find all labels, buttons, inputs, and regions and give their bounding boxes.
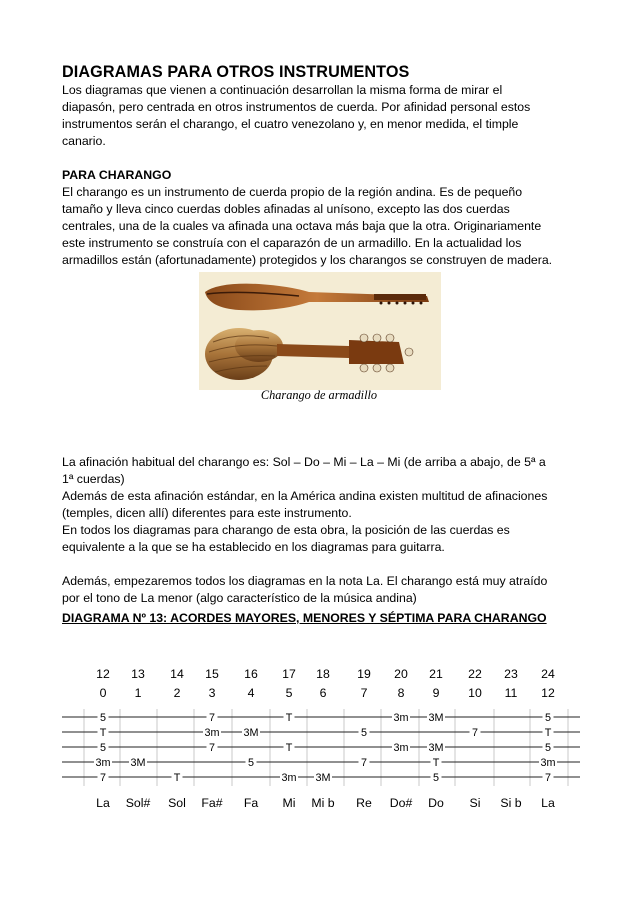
text-line: centrales, una de la cuales va afinada una octava más baja que la otra. Originariamente	[62, 219, 542, 233]
fret-number-top: 21	[429, 667, 443, 681]
text-line: Además, empezaremos todos los diagramas en la nota La. El charango está muy atraído	[62, 574, 548, 588]
fret-number-bottom: 5	[285, 686, 293, 700]
note-label: La	[541, 796, 555, 810]
note-label: Si b	[500, 796, 522, 810]
text-line: (temples, dicen allí) diferentes para este instrumento.	[62, 506, 352, 520]
text-line: diapasón, pero centrada en otros instrumentos de cuerda. Por afinidad personal estos	[62, 100, 531, 114]
interval-marker: 3M	[428, 742, 444, 754]
text-line: 1ª cuerdas)	[62, 472, 125, 486]
note-label: Do#	[389, 796, 413, 810]
interval-marker: 3M	[428, 712, 444, 724]
interval-marker: 5	[544, 712, 552, 724]
interval-marker: 7	[99, 772, 107, 784]
interval-marker: 5	[99, 742, 107, 754]
interval-marker: T	[285, 712, 293, 724]
interval-marker: T	[99, 727, 107, 739]
interval-marker: 3m	[393, 742, 409, 754]
interval-marker: 7	[471, 727, 479, 739]
interval-marker: 5	[360, 727, 368, 739]
fret-number-bottom: 9	[432, 686, 440, 700]
note-label: Do	[428, 796, 444, 810]
interval-marker: 3M	[315, 772, 331, 784]
interval-marker: 3m	[204, 727, 220, 739]
text-line: armadillos están (afortunadamente) protegidos y los charangos se construyen de madera.	[62, 253, 553, 267]
diagram-title: DIAGRAMA Nº 13: ACORDES MAYORES, MENORES Y SÉPTIMA PARA CHARANGO	[62, 611, 547, 625]
interval-marker: 7	[208, 742, 216, 754]
note-label: Sol#	[125, 796, 151, 810]
text-line: instrumentos serán el charango, el cuatro venezolano y, en menor medida, el timple	[62, 117, 519, 131]
interval-marker: 3m	[540, 757, 556, 769]
fret-number-bottom: 6	[319, 686, 327, 700]
text-line: equivalente a la que se ha establecido en los diagramas para guitarra.	[62, 540, 445, 554]
interval-marker: T	[173, 772, 181, 784]
fret-number-top: 20	[394, 667, 408, 681]
text-line: tamaño y lleva cinco cuerdas dobles afinadas al unísono, excepto las dos cuerdas	[62, 202, 510, 216]
interval-marker: 7	[208, 712, 216, 724]
fret-number-top: 17	[282, 667, 296, 681]
fret-number-bottom: 0	[99, 686, 107, 700]
interval-marker: 5	[544, 742, 552, 754]
note-label: Mi b	[311, 796, 335, 810]
section-title: PARA CHARANGO	[62, 168, 172, 182]
interval-marker: 3M	[130, 757, 146, 769]
fret-number-top: 15	[205, 667, 219, 681]
fret-number-top: 12	[96, 667, 110, 681]
interval-marker: 5	[432, 772, 440, 784]
fret-number-top: 24	[541, 667, 555, 681]
note-label: Fa#	[201, 796, 223, 810]
interval-marker: 3m	[95, 757, 111, 769]
interval-marker: T	[285, 742, 293, 754]
interval-marker: 7	[360, 757, 368, 769]
fret-number-top: 16	[244, 667, 258, 681]
note-label: Mi	[282, 796, 296, 810]
interval-marker: 7	[544, 772, 552, 784]
fret-number-bottom: 3	[208, 686, 216, 700]
text-line: El charango es un instrumento de cuerda propio de la región andina. Es de pequeño	[62, 185, 523, 199]
text-line: Los diagramas que vienen a continuación desarrollan la misma forma de mirar el	[62, 83, 503, 97]
text-line: este instrumento se construía con el caparazón de un armadillo. En la actualidad los	[62, 236, 522, 250]
text-line: canario.	[62, 134, 106, 148]
interval-marker: 5	[247, 757, 255, 769]
fret-number-bottom: 10	[468, 686, 482, 700]
text-line: por el tono de La menor (algo característico de la música andina)	[62, 591, 417, 605]
fret-number-bottom: 1	[134, 686, 142, 700]
interval-marker: 3m	[393, 712, 409, 724]
fret-number-top: 13	[131, 667, 145, 681]
fret-number-bottom: 12	[541, 686, 555, 700]
fret-number-bottom: 7	[360, 686, 368, 700]
note-label: Si	[469, 796, 481, 810]
fret-number-bottom: 11	[504, 686, 518, 700]
fret-number-bottom: 4	[247, 686, 255, 700]
fret-number-top: 19	[357, 667, 371, 681]
fret-number-top: 18	[316, 667, 330, 681]
fret-number-top: 23	[504, 667, 518, 681]
fret-number-top: 22	[468, 667, 482, 681]
note-label: Fa	[243, 796, 259, 810]
fret-number-bottom: 8	[397, 686, 405, 700]
interval-marker: 5	[99, 712, 107, 724]
interval-marker: 3m	[281, 772, 297, 784]
interval-marker: T	[544, 727, 552, 739]
text-line: Además de esta afinación estándar, en la América andina existen multitud de afinaciones	[62, 489, 548, 503]
note-label: Re	[356, 796, 372, 810]
text-line: La afinación habitual del charango es: Sol – Do – Mi – La – Mi (de arriba a abajo, de 5ª a	[62, 455, 546, 469]
note-label: Sol	[168, 796, 186, 810]
interval-marker: 3M	[243, 727, 259, 739]
figure-caption: Charango de armadillo	[260, 388, 378, 402]
fret-number-bottom: 2	[173, 686, 181, 700]
fret-number-top: 14	[170, 667, 184, 681]
text-line: En todos los diagramas para charango de esta obra, la posición de las cuerdas es	[62, 523, 510, 537]
interval-marker: T	[432, 757, 440, 769]
page-title: DIAGRAMAS PARA OTROS INSTRUMENTOS	[62, 63, 410, 81]
note-label: La	[96, 796, 110, 810]
